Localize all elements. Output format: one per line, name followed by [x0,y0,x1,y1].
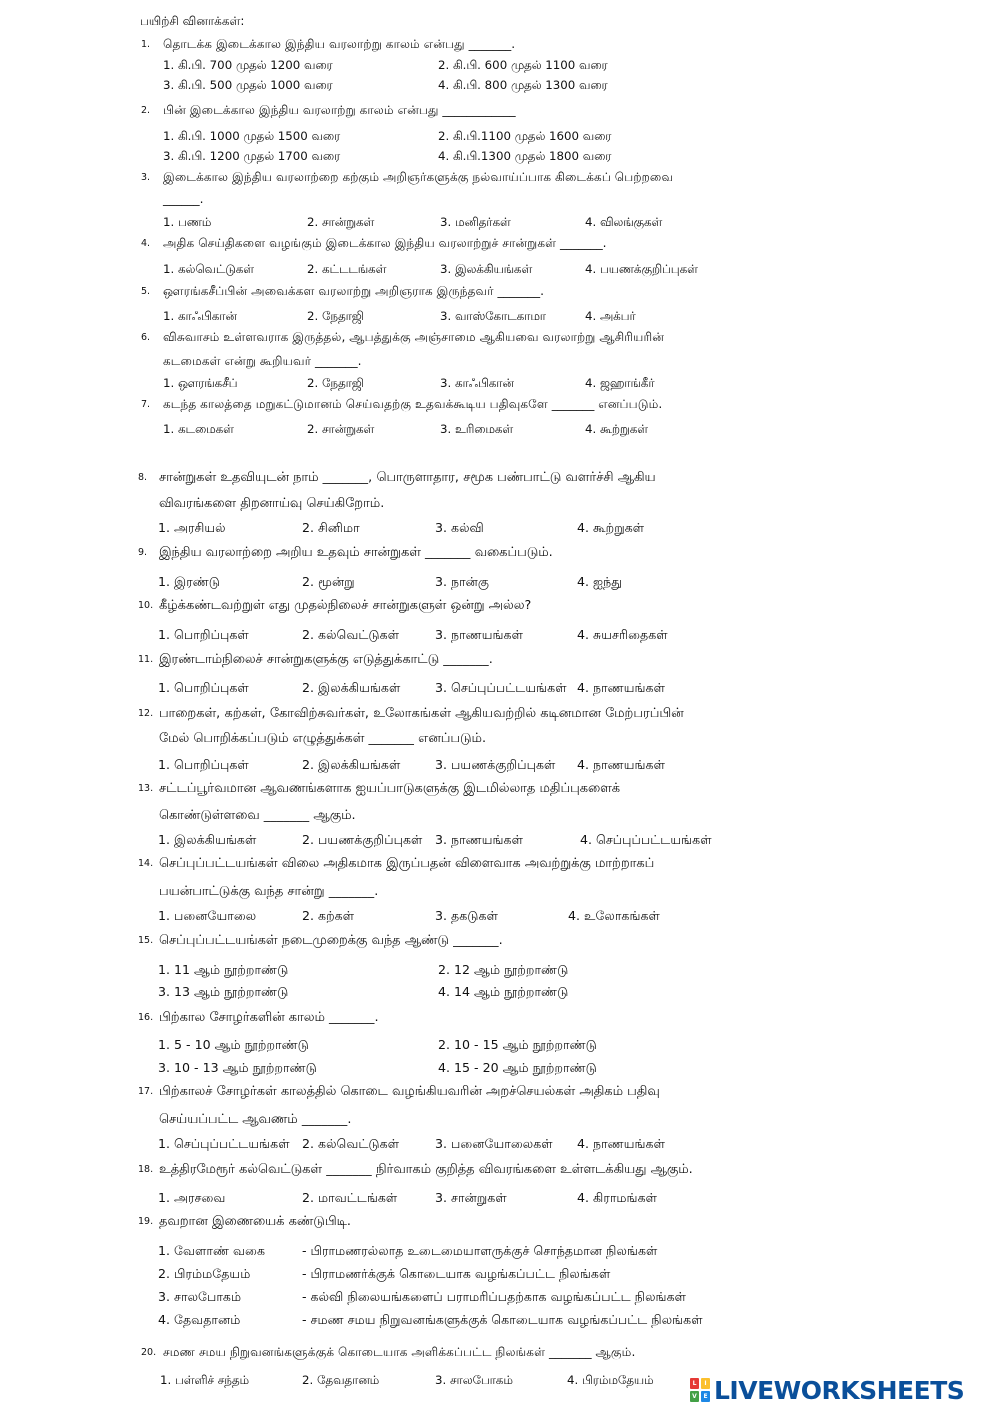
question-number: 16. [138,1012,154,1023]
option-4: 4. உலோகங்கள் [568,908,660,923]
question-text: விசுவாசம் உள்ளவராக இருத்தல், ஆபத்துக்கு அஞ்சாமை ஆகியவை வரலாற்று ஆசிரியரின் [163,330,665,344]
question-number: 13. [138,783,154,794]
option-4: 4. நாணயங்கள் [577,680,665,695]
question-number: 3. [141,172,151,183]
question-number: 19. [138,1216,154,1227]
option-2: 2. சான்றுகள் [307,215,375,229]
option-2: 2. மூன்று [302,574,355,589]
option-1: 1. கடமைகள் [163,422,234,436]
option-3: 3. இலக்கியங்கள் [440,262,533,276]
liveworksheets-logo-text: LIVEWORKSHEETS [714,1375,965,1405]
option-2: 2. 12 ஆம் நூற்றாண்டு [438,962,569,977]
option-3: 3. செப்புப்பட்டயங்கள் [435,680,567,695]
question-text: கீழ்க்கண்டவற்றுள் எது முதல்நிலைச் சான்றுகளுள் ஒன்று அல்ல? [159,598,532,613]
option-4: 4. பயணக்குறிப்புகள் [585,262,698,276]
option-2: 2. கி.பி. 600 முதல் 1100 வரை [438,58,608,72]
option-2: 2. இலக்கியங்கள் [302,757,401,772]
option-2: 2. கற்கள் [302,908,355,923]
option-4: 4. கூற்றுகள் [577,520,645,535]
question-text: கடமைகள் என்று கூறியவர் _______. [163,354,362,368]
question-number: 9. [138,547,148,558]
option-1: 1. இலக்கியங்கள் [158,832,257,847]
option-4: 4. நாணயங்கள் [577,1136,665,1151]
option-2: 2. கல்வெட்டுகள் [302,1136,400,1151]
question-text: இந்திய வரலாற்றை அறிய உதவும் சான்றுகள் _______ வகைப்படும். [159,545,553,560]
option-1: 1. கல்வெட்டுகள் [163,262,254,276]
worksheet-title: பயிற்சி வினாக்கள்: [140,14,245,28]
question-number: 8. [138,472,148,483]
question-text: தவறான இணையைக் கண்டுபிடி. [159,1214,352,1229]
liveworksheets-logo [690,1375,964,1405]
logo-tile-v: V [690,1391,699,1402]
option-3: 3. வாஸ்கோடகாமா [440,309,546,323]
question-number: 14. [138,858,154,869]
pair-description: - கல்வி நிலையங்களைப் பராமரிப்பதற்காக வழங்கப்பட்ட நிலங்கள் [302,1289,686,1304]
pair-term: 2. பிரம்மதேயம் [158,1266,251,1281]
option-3: 3. 13 ஆம் நூற்றாண்டு [158,984,289,999]
option-4: 4. அக்பர் [585,309,636,323]
option-3: 3. காஃபிகான் [440,376,514,390]
question-number: 7. [141,399,151,410]
question-number: 12. [138,708,154,719]
option-3: 3. தகடுகள் [435,908,498,923]
option-4: 4. 15 - 20 ஆம் நூற்றாண்டு [438,1060,597,1075]
option-4: 4. பிரம்மதேயம் [567,1373,654,1387]
question-number: 11. [138,654,154,665]
option-2: 2. தேவதானம் [302,1373,380,1387]
logo-tile-i: I [701,1378,710,1389]
question-text: இரண்டாம்நிலைச் சான்றுகளுக்கு எடுத்துக்காட்டு _______. [159,652,493,667]
question-text: செப்புப்பட்டயங்கள் நடைமுறைக்கு வந்த ஆண்டு _______. [159,933,503,948]
option-4: 4. கி.பி.1300 முதல் 1800 வரை [438,149,612,163]
option-2: 2. கல்வெட்டுகள் [302,627,400,642]
option-1: 1. பனையோலை [158,908,257,923]
option-2: 2. பயணக்குறிப்புகள் [302,832,423,847]
option-4: 4. சுயசரிதைகள் [577,627,668,642]
logo-tile-l: L [690,1378,699,1389]
option-4: 4. 14 ஆம் நூற்றாண்டு [438,984,569,999]
question-text: சட்டப்பூர்வமான ஆவணங்களாக ஐயப்பாடுகளுக்கு இடமில்லாத மதிப்புகளைக் [159,781,621,796]
option-4: 4. கி.பி. 800 முதல் 1300 வரை [438,78,608,92]
option-1: 1. அரசவை [158,1190,226,1205]
question-text: தொடக்க இடைக்கால இந்திய வரலாற்று காலம் என்பது _______. [163,37,516,51]
option-1: 1. பொறிப்புகள் [158,680,249,695]
question-text: ஔரங்கசீப்பின் அவைக்கள வரலாற்று அறிஞராக இருந்தவர் _______. [163,284,544,298]
option-4: 4. நாணயங்கள் [577,757,665,772]
option-4: 4. ஜஹாங்கீர் [585,376,655,390]
option-3: 3. கி.பி. 1200 முதல் 1700 வரை [163,149,341,163]
option-4: 4. விலங்குகள் [585,215,663,229]
liveworksheets-logo-icon [690,1378,710,1402]
option-1: 1. 11 ஆம் நூற்றாண்டு [158,962,289,977]
question-text: செப்புப்பட்டயங்கள் விலை அதிகமாக இருப்பதன் விளைவாக அவற்றுக்கு மாற்றாகப் [159,856,655,871]
option-1: 1. செப்புப்பட்டயங்கள் [158,1136,290,1151]
option-1: 1. பொறிப்புகள் [158,757,249,772]
option-1: 1. ஔரங்கசீப் [163,376,238,390]
question-number: 4. [141,238,151,249]
option-3: 3. 10 - 13 ஆம் நூற்றாண்டு [158,1060,317,1075]
option-4: 4. கூற்றுகள் [585,422,648,436]
pair-description: - சமண சமய நிறுவனங்களுக்குக் கொடையாக வழங்கப்பட்ட நிலங்கள் [302,1312,703,1327]
question-text: அதிக செய்திகளை வழங்கும் இடைக்கால இந்திய வரலாற்றுச் சான்றுகள் _______. [163,236,607,250]
option-3: 3. மனிதர்கள் [440,215,511,229]
option-1: 1. பொறிப்புகள் [158,627,249,642]
option-3: 3. பனையோலைகள் [435,1136,553,1151]
option-2: 2. சினிமா [302,520,360,535]
question-text: பிற்கால சோழர்களின் காலம் _______. [159,1010,379,1025]
option-3: 3. சாலபோகம் [435,1373,513,1387]
pair-term: 1. வேளாண் வகை [158,1243,266,1258]
option-2: 2. 10 - 15 ஆம் நூற்றாண்டு [438,1037,597,1052]
pair-description: - பிராமணர்க்குக் கொடையாக வழங்கப்பட்ட நிலங்கள் [302,1266,611,1281]
question-text: விவரங்களை திறனாய்வு செய்கிறோம். [159,496,385,511]
question-text: கொண்டுள்ளவை _______ ஆகும். [159,808,356,823]
option-1: 1. இரண்டு [158,574,221,589]
option-3: 3. பயணக்குறிப்புகள் [435,757,556,772]
question-text: செய்யப்பட்ட ஆவணம் _______. [159,1112,352,1127]
option-4: 4. செப்புப்பட்டயங்கள் [580,832,712,847]
option-2: 2. சான்றுகள் [307,422,375,436]
option-1: 1. அரசியல் [158,520,226,535]
question-text: பின் இடைக்கால இந்திய வரலாற்று காலம் என்பது ____________ [163,103,516,117]
question-number: 15. [138,935,154,946]
option-1: 1. 5 - 10 ஆம் நூற்றாண்டு [158,1037,309,1052]
question-text: பிற்காலச் சோழர்கள் காலத்தில் கொடை வழங்கியவரின் அறச்செயல்கள் அதிகம் பதிவு [159,1084,660,1099]
option-4: 4. கிராமங்கள் [577,1190,658,1205]
question-text: பாறைகள், கற்கள், கோவிற்சுவர்கள், உலோகங்கள் ஆகியவற்றில் கடினமான மேற்பரப்பின் [159,706,684,721]
question-number: 6. [141,332,151,343]
question-text: மேல் பொறிக்கப்படும் எழுத்துக்கள் _______ எனப்படும். [159,731,487,746]
question-number: 2. [141,105,151,116]
option-4: 4. ஐந்து [577,574,623,589]
pair-term: 3. சாலபோகம் [158,1289,242,1304]
option-2: 2. மாவட்டங்கள் [302,1190,398,1205]
option-3: 3. நான்கு [435,574,490,589]
option-2: 2. இலக்கியங்கள் [302,680,401,695]
question-number: 18. [138,1164,154,1175]
question-number: 20. [141,1347,157,1358]
question-text: பயன்பாட்டுக்கு வந்த சான்று _______. [159,884,379,899]
option-1: 1. பள்ளிச் சந்தம் [160,1373,250,1387]
option-2: 2. கி.பி.1100 முதல் 1600 வரை [438,129,612,143]
question-text: உத்திரமேரூர் கல்வெட்டுகள் _______ நிர்வாகம் குறித்த விவரங்களை உள்ளடக்கியது ஆகும். [159,1162,693,1177]
question-text: சமண சமய நிறுவனங்களுக்குக் கொடையாக அளிக்கப்பட்ட நிலங்கள் _______ ஆகும். [163,1345,636,1359]
option-2: 2. நேதாஜி [307,376,364,390]
option-3: 3. கி.பி. 500 முதல் 1000 வரை [163,78,333,92]
option-1: 1. காஃபிகான் [163,309,237,323]
question-number: 10. [138,600,154,611]
option-3: 3. கல்வி [435,520,484,535]
option-2: 2. நேதாஜி [307,309,364,323]
question-text: ______. [163,192,204,206]
question-text: இடைக்கால இந்திய வரலாற்றை கற்கும் அறிஞர்களுக்கு நல்வாய்ப்பாக கிடைக்கப் பெற்றவை [163,170,674,184]
question-number: 17. [138,1086,154,1097]
question-number: 5. [141,286,151,297]
question-text: சான்றுகள் உதவியுடன் நாம் _______, பொருளாதார, சமூக பண்பாட்டு வளர்ச்சி ஆகிய [159,470,656,485]
question-text: கடந்த காலத்தை மறுகட்டுமானம் செய்வதற்கு உதவக்கூடிய பதிவுகளே _______ எனப்படும். [163,397,663,411]
option-3: 3. உரிமைகள் [440,422,514,436]
option-1: 1. கி.பி. 700 முதல் 1200 வரை [163,58,333,72]
option-3: 3. நாணயங்கள் [435,832,523,847]
option-1: 1. கி.பி. 1000 முதல் 1500 வரை [163,129,341,143]
logo-tile-e: E [701,1391,710,1402]
option-2: 2. கட்டடங்கள் [307,262,387,276]
option-3: 3. நாணயங்கள் [435,627,523,642]
option-1: 1. பணம் [163,215,212,229]
option-3: 3. சான்றுகள் [435,1190,507,1205]
pair-term: 4. தேவதானம் [158,1312,241,1327]
question-number: 1. [141,39,151,50]
pair-description: - பிராமணரல்லாத உடைமையாளருக்குச் சொந்தமான நிலங்கள் [302,1243,658,1258]
